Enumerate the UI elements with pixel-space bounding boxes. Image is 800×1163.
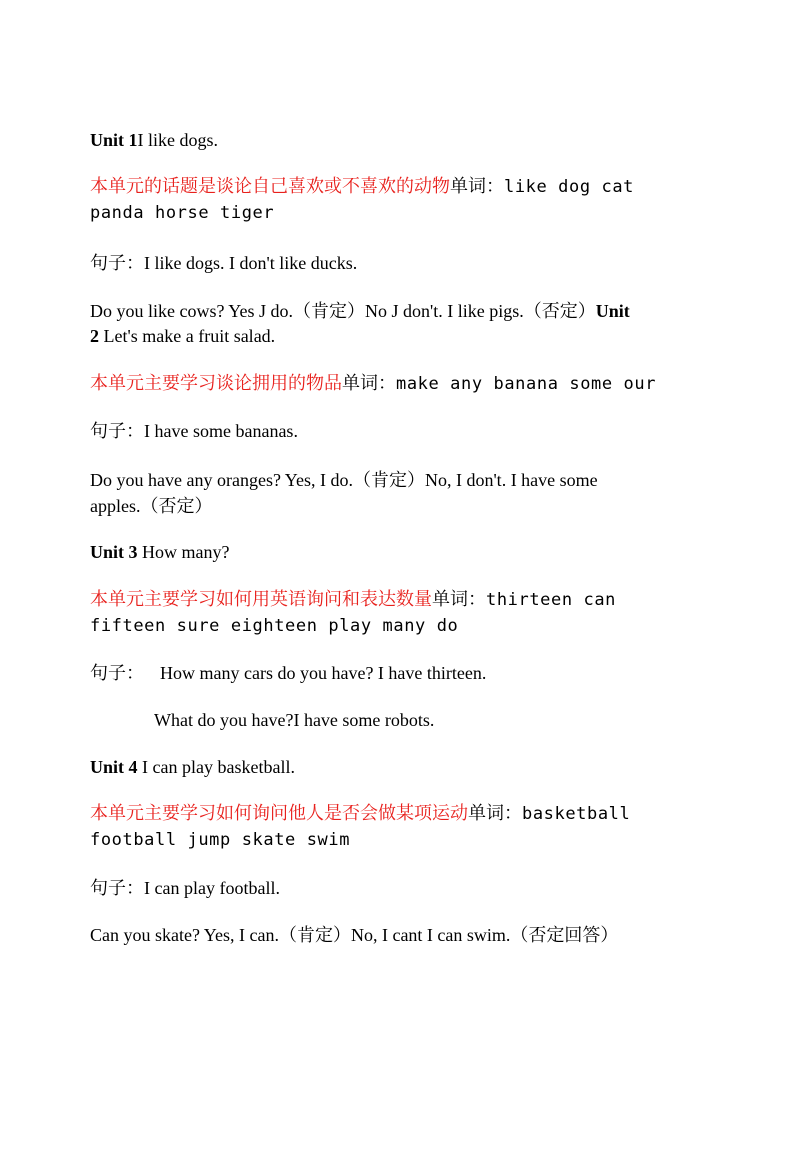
unit-2-sentence-1: I have some bananas. bbox=[144, 421, 298, 441]
unit-1-label: Unit 1 bbox=[90, 130, 138, 150]
unit-1-words-label: 单词： bbox=[450, 176, 504, 196]
unit-4-sentence-line bbox=[90, 875, 280, 901]
unit-3-sentence-label: 句子： bbox=[90, 663, 144, 683]
unit-2-label-part-b: 2 bbox=[90, 326, 99, 346]
unit-4-sentence-label: 句子： bbox=[90, 878, 144, 898]
unit-3-words-label: 单词： bbox=[432, 589, 486, 609]
unit-1-sentence-label: 句子： bbox=[90, 253, 144, 273]
unit-1-sentence-2: Do you like cows? Yes J do.（肯定）No J don't. I like pigs.（否定） bbox=[90, 301, 596, 321]
unit-2-heading bbox=[90, 323, 275, 349]
unit-2-topic: 本单元主要学习谈论拥用的物品 bbox=[90, 373, 342, 393]
unit-4-label: Unit 4 bbox=[90, 757, 138, 777]
unit-2-label-part-a: Unit bbox=[595, 301, 630, 321]
unit-1-title: I like dogs. bbox=[137, 130, 219, 150]
unit-1-sentence-line bbox=[90, 250, 357, 276]
unit-2-sentence-label: 句子： bbox=[90, 421, 144, 441]
unit-1-topic-line bbox=[90, 173, 634, 200]
unit-2-words-label: 单词： bbox=[342, 373, 396, 393]
unit-3-sentence-line bbox=[90, 660, 486, 686]
unit-4-topic: 本单元主要学习如何询问他人是否会做某项运动 bbox=[90, 803, 468, 823]
unit-3-title: How many? bbox=[142, 542, 230, 562]
unit-3-words-continued: fifteen sure eighteen play many do bbox=[90, 616, 459, 636]
unit-3-sentence-1: How many cars do you have? I have thirteen. bbox=[160, 663, 487, 683]
unit-3-heading bbox=[90, 539, 230, 565]
unit-1-heading bbox=[90, 127, 218, 153]
unit-3-topic: 本单元主要学习如何用英语询问和表达数量 bbox=[90, 589, 432, 609]
unit-2-sentence-line bbox=[90, 418, 298, 444]
unit-2-sentence-2-line1: Do you have any oranges? Yes, I do.（肯定）No, I don't. I have some bbox=[90, 470, 598, 490]
unit-2-sentence-2-line2: apples.（否定） bbox=[90, 496, 213, 516]
unit-4-words: basketball bbox=[522, 804, 631, 824]
unit-1-words-continued: panda horse tiger bbox=[90, 203, 275, 223]
unit-2-topic-line bbox=[90, 370, 656, 397]
unit-1-topic: 本单元的话题是谈论自己喜欢或不喜欢的动物 bbox=[90, 176, 450, 196]
unit-1-sentence-2-line bbox=[90, 298, 630, 324]
unit-3-sentence-2: What do you have?I have some robots. bbox=[154, 710, 435, 730]
unit-4-words-continued: football jump skate swim bbox=[90, 830, 351, 850]
unit-1-sentence-1: I like dogs. I don't like ducks. bbox=[144, 253, 358, 273]
unit-3-label: Unit 3 bbox=[90, 542, 138, 562]
unit-4-words-label: 单词： bbox=[468, 803, 522, 823]
unit-3-words: thirteen can bbox=[486, 590, 617, 610]
unit-1-words: like dog cat bbox=[504, 177, 635, 197]
unit-4-heading bbox=[90, 754, 295, 780]
unit-2-words: make any banana some our bbox=[396, 374, 657, 394]
unit-2-title: Let's make a fruit salad. bbox=[103, 326, 276, 346]
unit-4-sentence-2: Can you skate? Yes, I can.（肯定）No, I cant I can swim.（否定回答） bbox=[90, 925, 619, 945]
unit-4-sentence-1: I can play football. bbox=[144, 878, 280, 898]
unit-4-topic-line bbox=[90, 800, 630, 827]
unit-4-title: I can play basketball. bbox=[142, 757, 295, 777]
unit-3-topic-line bbox=[90, 586, 616, 613]
